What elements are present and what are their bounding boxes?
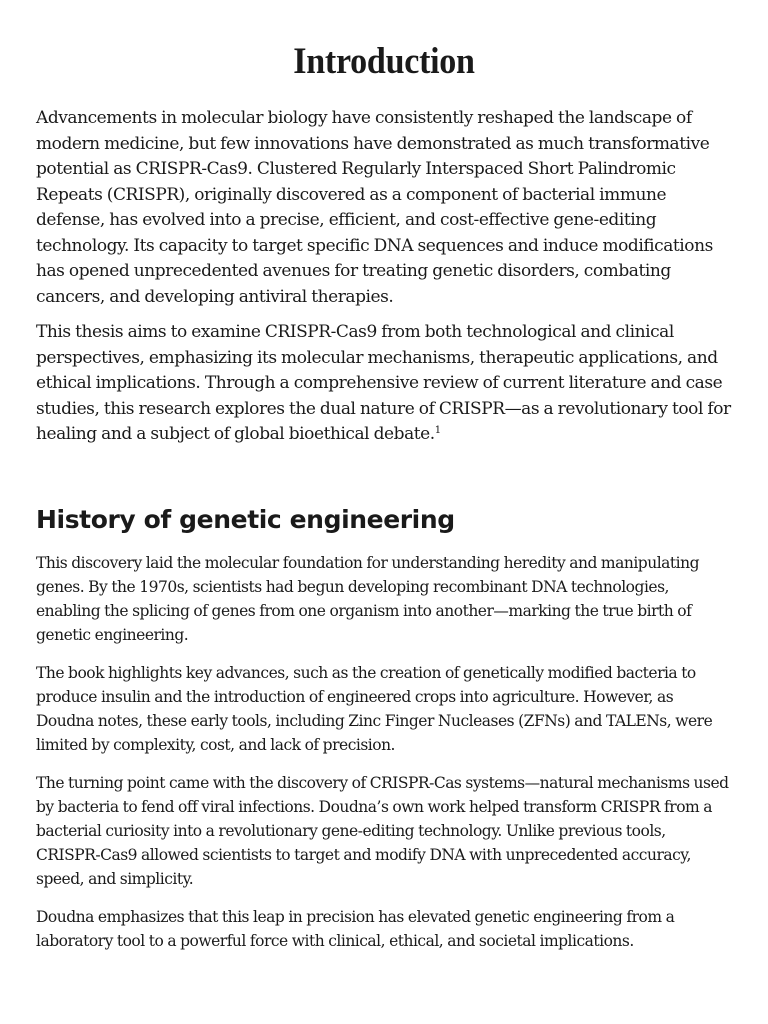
- page-title: Introduction: [293, 41, 475, 82]
- history-paragraph-3: The turning point came with the discovery of CRISPR-Cas systems—natural mechanisms used by bacteria to fend off viral infections. Doudna’s own work helped transform CRISPR from a bacterial curiosity into a revolutionary gene-editing technology. Unlike previous tools, CRISPR-Cas9 allowed scientists to target and modify DNA with unprecedented accuracy, speed, and simplicity.: [36, 773, 729, 888]
- intro-paragraph-2: [36, 320, 732, 448]
- history-section: [36, 503, 732, 953]
- intro-paragraph-1: Advancements in molecular biology have consistently reshaped the landscape of modern medicine, but few innovations have demonstrated as much transformative potential as CRISPR-Cas9. Clustered Regularly Interspaced Short Palindromic Repeats (CRISPR), originally discovered as a component of bacterial immune defense, has evolved into a precise, efficient, and cost-effective gene-editing technology. Its capacity to target specific DNA sequences and induce modifications has opened unprecedented avenues for treating genetic disorders, combating cancers, and developing antiviral therapies.: [36, 108, 713, 307]
- history-paragraph-4: Doudna emphasizes that this leap in precision has elevated genetic engineering from a laboratory tool to a powerful force with clinical, ethical, and societal implications.: [36, 907, 675, 950]
- introduction-section: [36, 106, 732, 448]
- section-heading: History of genetic engineering: [36, 504, 455, 534]
- footnote-marker[interactable]: 1: [434, 425, 441, 436]
- intro-paragraph-2-text: This thesis aims to examine CRISPR-Cas9 from both technological and clinical perspectives, emphasizing its molecular mechanisms, therapeutic applications, and ethical implications. Through a comprehensive review of current literature and case studies, this research explores the dual nature of CRISPR—as a revolutionary tool for healing and a subject of global bioethical debate.: [36, 322, 731, 444]
- history-paragraph-1: This discovery laid the molecular foundation for understanding heredity and manipulating genes. By the 1970s, scientists had begun developing recombinant DNA technologies, enabling the splicing of genes from one organism into another—marking the true birth of genetic engineering.: [36, 553, 699, 644]
- history-paragraph-2: The book highlights key advances, such as the creation of genetically modified bacteria to produce insulin and the introduction of engineered crops into agriculture. However, as Doudna notes, these early tools, including Zinc Finger Nucleases (ZFNs) and TALENs, were limited by complexity, cost, and lack of precision.: [36, 663, 713, 754]
